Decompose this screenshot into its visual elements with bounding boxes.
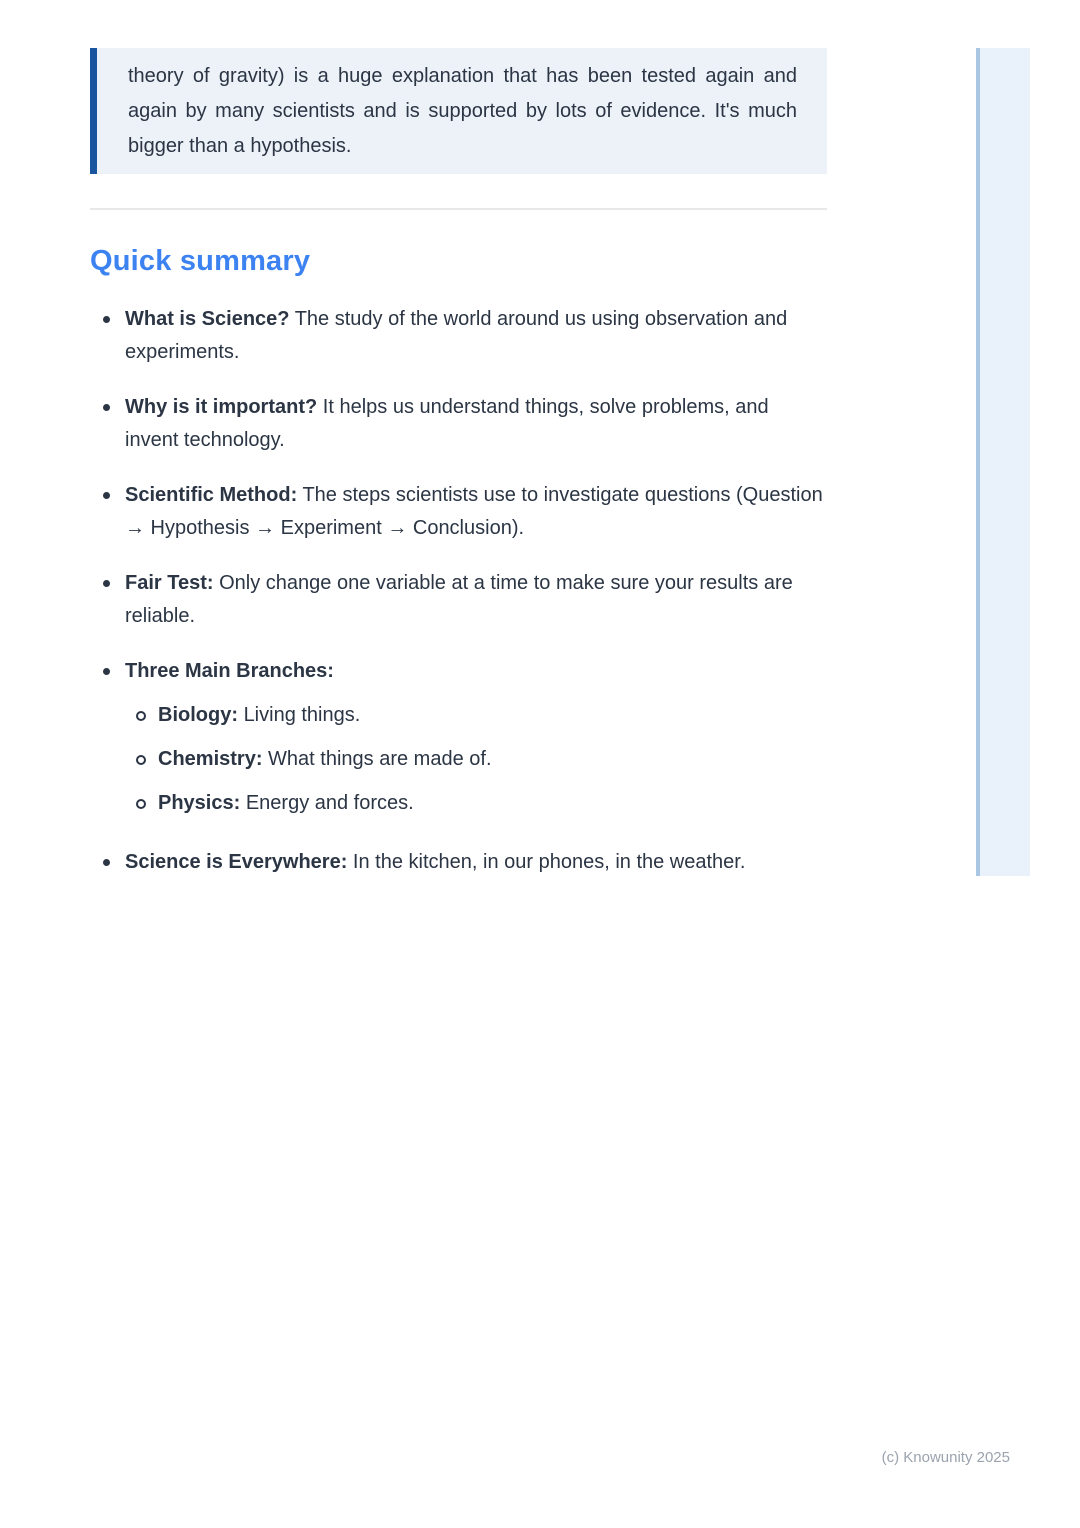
sub-list-item	[125, 743, 827, 776]
list-item-text: Living things.	[243, 704, 361, 726]
list-item-text: Energy and forces.	[245, 792, 414, 814]
list-item	[90, 479, 827, 545]
list-item-text: The steps scientists use to investigate questions (Question → Hypothesis → Experiment → Conclusion).	[125, 484, 823, 539]
section-title: Quick summary	[90, 245, 311, 277]
section-divider	[90, 208, 827, 210]
summary-list	[90, 303, 827, 879]
list-item-lead: Scientific Method:	[125, 484, 298, 506]
list-item-lead: Chemistry:	[158, 748, 263, 770]
list-item-text: Only change one variable at a time to make sure your results are reliable.	[125, 572, 793, 627]
list-item	[90, 655, 827, 820]
list-item-lead: Physics:	[158, 792, 241, 814]
list-item-lead: Biology:	[158, 704, 238, 726]
footer-credit: (c) Knowunity 2025	[881, 1449, 1010, 1466]
list-item	[90, 846, 827, 879]
list-item-text: The study of the world around us using observation and experiments.	[125, 308, 788, 363]
list-item-lead: What is Science?	[125, 308, 290, 330]
page-content	[90, 48, 827, 901]
list-item-lead: Three Main Branches:	[125, 660, 334, 682]
blockquote-text: theory of gravity) is a huge explanation that has been tested again and again by many scientists and is supported by lots of evidence. It's much bigger than a hypothesis.	[128, 65, 797, 157]
list-item-lead: Why is it important?	[125, 396, 318, 418]
list-item-text: What things are made of.	[268, 748, 492, 770]
list-item	[90, 391, 827, 457]
list-item-text: It helps us understand things, solve problems, and invent technology.	[125, 396, 769, 451]
list-item	[90, 567, 827, 633]
page-edge-panel	[976, 48, 1030, 876]
blockquote	[90, 48, 827, 174]
sub-list-item	[125, 699, 827, 732]
list-item-lead: Science is Everywhere:	[125, 851, 348, 873]
list-item	[90, 303, 827, 369]
sub-list	[125, 699, 827, 820]
sub-list-item	[125, 787, 827, 820]
list-item-lead: Fair Test:	[125, 572, 214, 594]
list-item-text: In the kitchen, in our phones, in the weather.	[352, 851, 746, 873]
